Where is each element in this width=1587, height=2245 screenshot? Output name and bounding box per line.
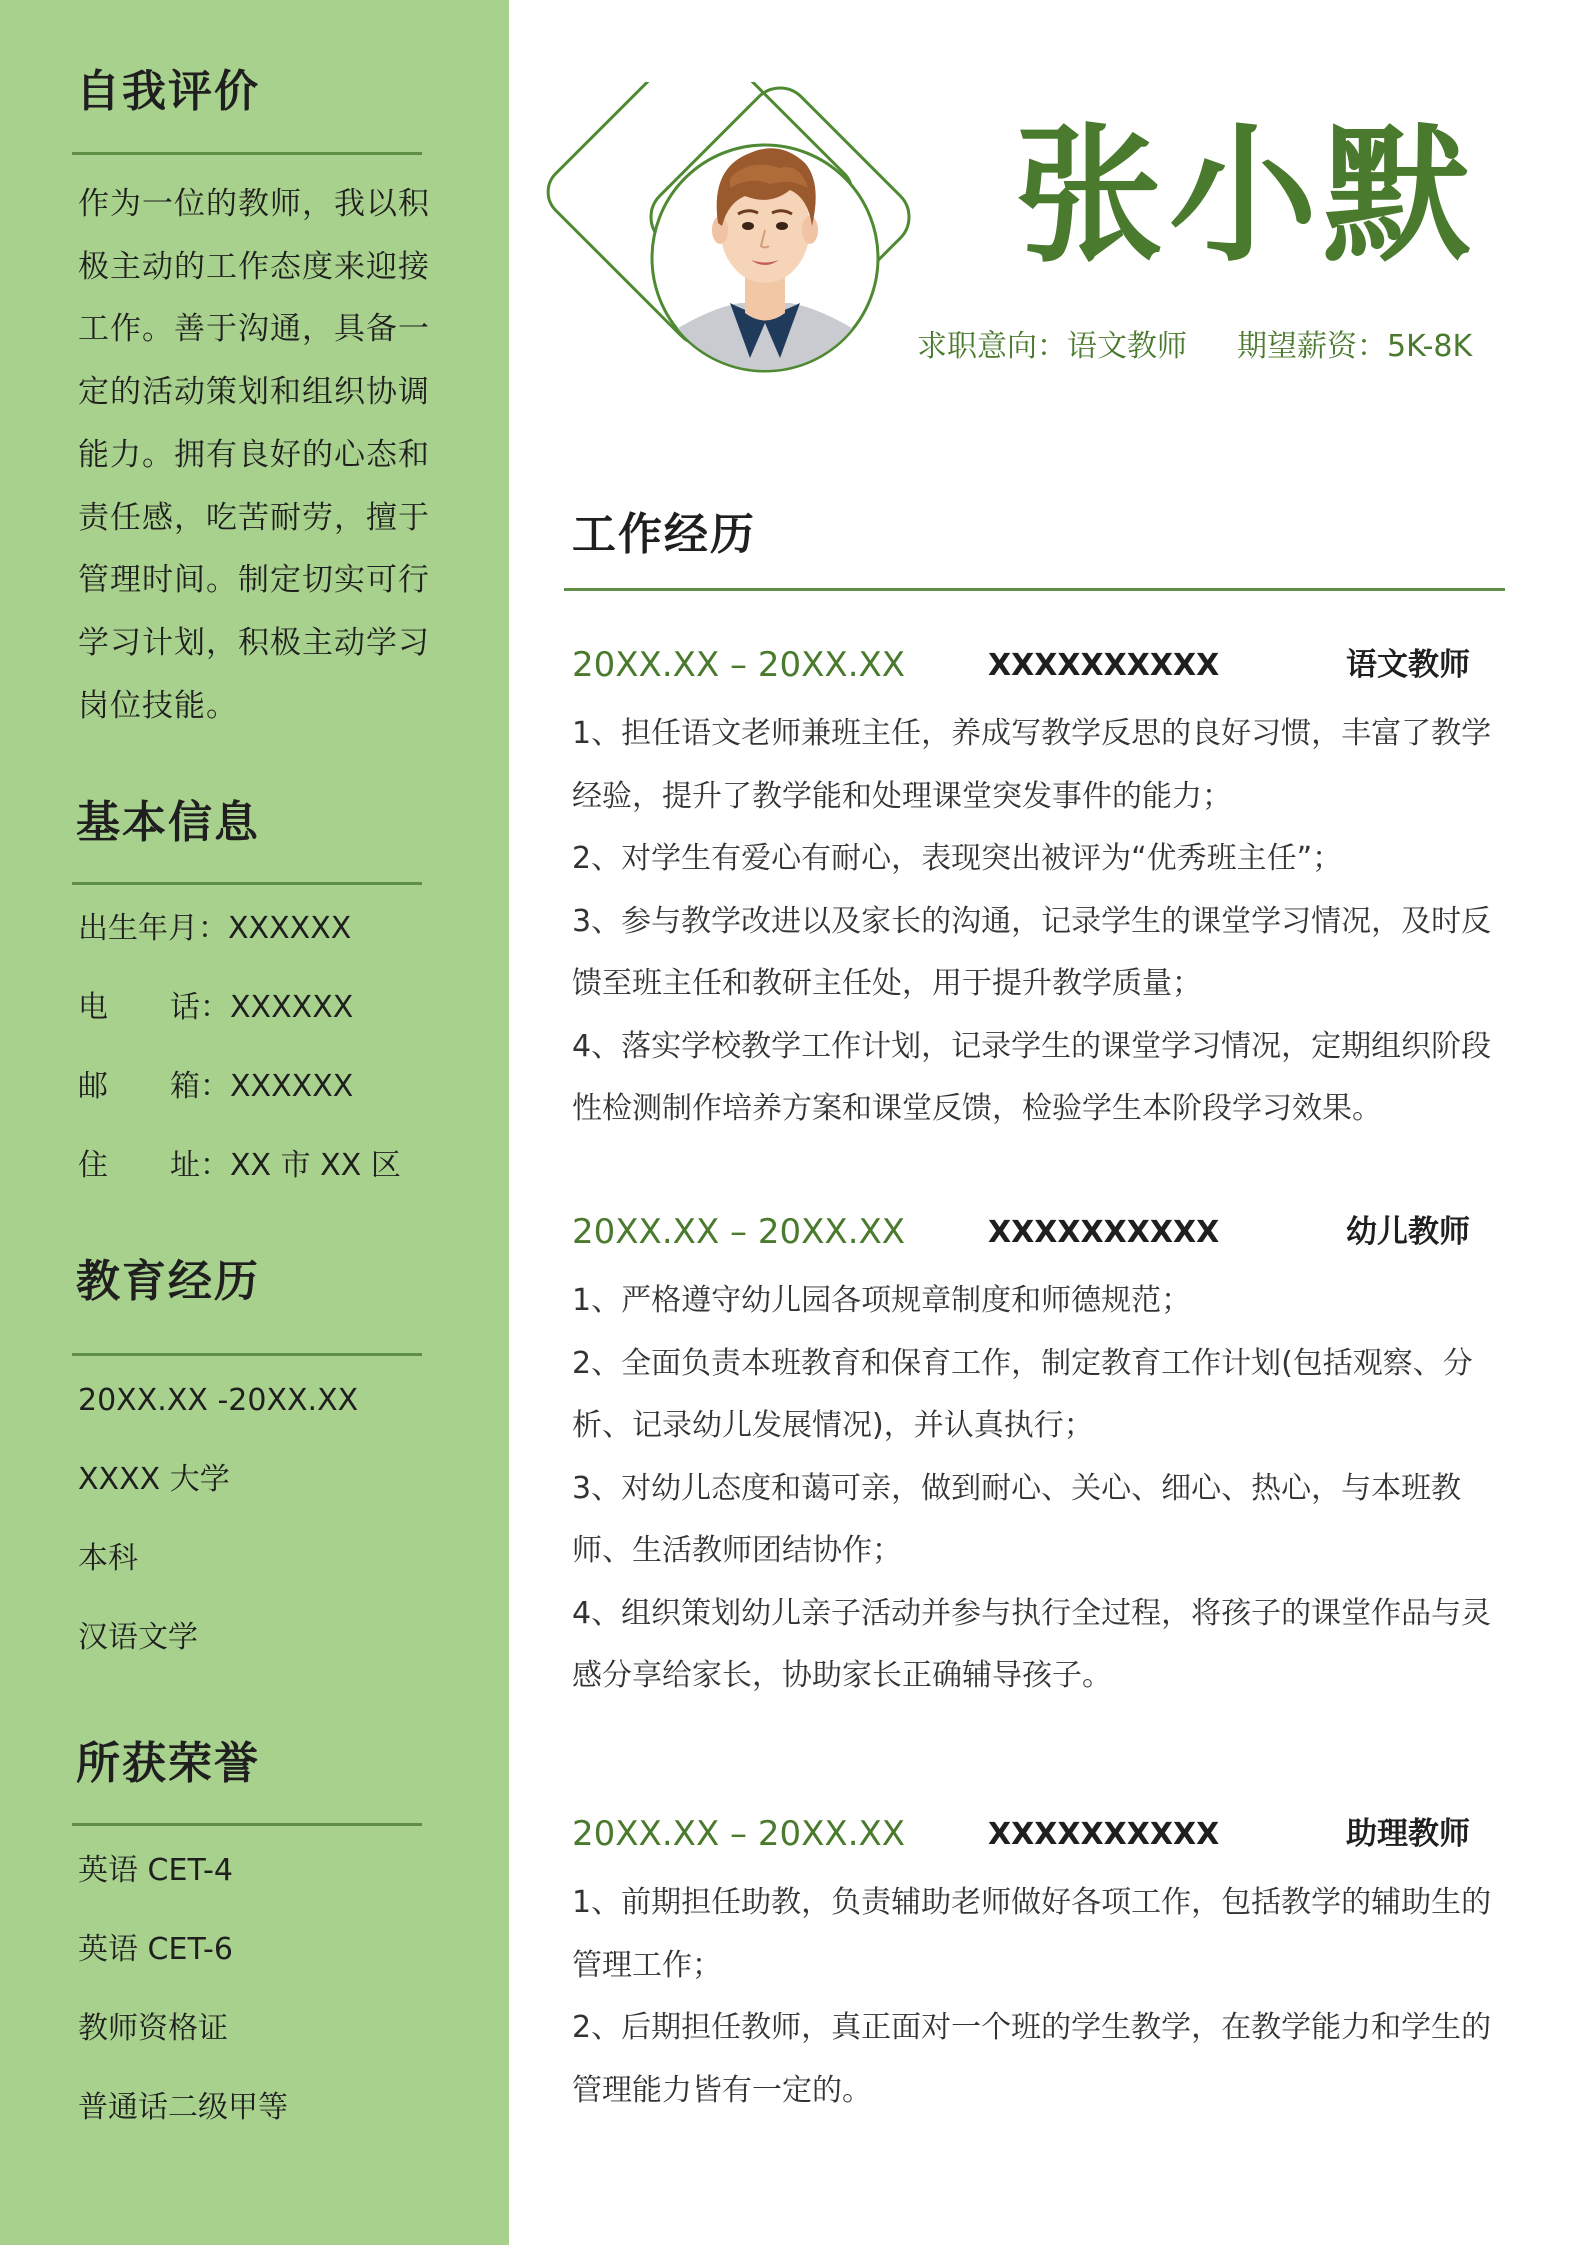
phone-colon: ： (200, 990, 230, 1025)
honor-item: 教师资格证 (78, 2011, 228, 2046)
phone-label (78, 990, 200, 1025)
job-role: 助理教师 (1346, 1816, 1470, 1852)
email-label-char-1: 邮 (78, 1069, 108, 1104)
duty-item: 3、参与教学改进以及家长的沟通，记录学生的课堂学习情况，及时反馈至班主任和教研主任处，用于提升教学质量； (572, 903, 1492, 1001)
work-experience-divider (564, 588, 1505, 591)
birth-colon: ： (198, 911, 228, 946)
education-item: 本科 (78, 1541, 138, 1576)
duty-item: 4、落实学校教学工作计划，记录学生的课堂学习情况，定期组织阶段性检测制作培养方案和课堂反馈，检验学生本阶段学习效果。 (572, 1028, 1492, 1126)
address-colon: ： (200, 1148, 230, 1183)
address-label-char-2: 址 (170, 1148, 200, 1183)
email-value: XXXXXX (230, 1069, 354, 1104)
expected-salary: 期望薪资：5K-8K (1237, 329, 1473, 364)
education-title: 教育经历 (76, 1256, 260, 1307)
address-row (78, 1148, 401, 1183)
phone-row (78, 990, 354, 1025)
duty-item: 1、担任语文老师兼班主任，养成写教学反思的良好习惯，丰富了教学经验，提升了教学能和处理课堂突发事件的能力； (572, 716, 1492, 814)
job-intent: 求职意向：语文教师 (917, 329, 1187, 364)
job-date-range: 20XX.XX – 20XX.XX (572, 645, 906, 685)
honors-title: 所获荣誉 (76, 1738, 260, 1789)
birth-value: XXXXXX (228, 911, 352, 946)
job-entry (572, 1814, 1492, 2122)
avatar-illustration (650, 118, 880, 393)
job-company: XXXXXXXXXX (988, 648, 1220, 683)
honor-item: 英语 CET-6 (78, 1932, 233, 1967)
email-row (78, 1069, 354, 1104)
basic-info-divider (72, 882, 422, 885)
job-date-range: 20XX.XX – 20XX.XX (572, 1212, 906, 1252)
phone-label-char-2: 话 (170, 990, 200, 1025)
birth-label: 出生年月 (78, 911, 198, 946)
phone-label-char-1: 电 (78, 990, 108, 1025)
duty-item: 2、全面负责本班教育和保育工作，制定教育工作计划(包括观察、分析、记录幼儿发展情况)，并认真执行； (572, 1345, 1473, 1443)
honors-divider (72, 1823, 422, 1826)
education-divider (72, 1353, 422, 1356)
address-label (78, 1148, 200, 1183)
email-label (78, 1069, 200, 1104)
self-eval-title: 自我评价 (76, 66, 260, 117)
candidate-name: 张小默 (1015, 110, 1477, 282)
job-company: XXXXXXXXXX (988, 1215, 1220, 1250)
honor-item: 普通话二级甲等 (78, 2090, 288, 2125)
job-header (572, 1212, 1492, 1255)
job-entry (572, 645, 1492, 1141)
birth-row (78, 911, 352, 946)
email-label-char-2: 箱 (170, 1069, 200, 1104)
duty-item: 4、组织策划幼儿亲子活动并参与执行全过程，将孩子的课堂作品与灵感分享给家长，协助家长正确辅导孩子。 (572, 1595, 1492, 1693)
sidebar (0, 0, 509, 2245)
self-eval-text: 作为一位的教师，我以积极主动的工作态度来迎接工作。善于沟通，具备一定的活动策划和组织协调能力。拥有良好的心态和责任感，吃苦耐劳，擅于管理时间。制定切实可行学习计划，积极主动学习岗位技能。 (78, 186, 430, 724)
job-header (572, 1814, 1492, 1857)
job-duties (572, 703, 1492, 1141)
job-duties (572, 1270, 1492, 1708)
work-experience-title: 工作经历 (572, 509, 756, 560)
phone-value: XXXXXX (230, 990, 354, 1025)
self-eval-divider (72, 152, 422, 155)
education-item: XXXX 大学 (78, 1462, 230, 1497)
education-item: 20XX.XX -20XX.XX (78, 1383, 359, 1418)
job-role: 幼儿教师 (1346, 1214, 1470, 1250)
job-role: 语文教师 (1346, 647, 1470, 683)
duty-item: 1、严格遵守幼儿园各项规章制度和师德规范； (572, 1283, 1192, 1318)
email-colon: ： (200, 1069, 230, 1104)
job-header (572, 645, 1492, 688)
duty-item: 2、后期担任教师，真正面对一个班的学生教学，在教学能力和学生的管理能力皆有一定的。 (572, 2010, 1492, 2108)
duty-item: 3、对幼儿态度和蔼可亲，做到耐心、关心、细心、热心，与本班教师、生活教师团结协作； (572, 1470, 1462, 1568)
duty-item: 1、前期担任助教，负责辅助老师做好各项工作，包括教学的辅助生的管理工作； (572, 1885, 1492, 1983)
duty-item: 2、对学生有爱心有耐心，表现突出被评为“优秀班主任”； (572, 841, 1343, 876)
basic-info-title: 基本信息 (76, 797, 260, 848)
job-meta (917, 329, 1473, 364)
education-item: 汉语文学 (78, 1620, 198, 1655)
job-duties (572, 1872, 1492, 2122)
job-date-range: 20XX.XX – 20XX.XX (572, 1814, 906, 1854)
address-value: XX 市 XX 区 (230, 1148, 401, 1183)
address-label-char-1: 住 (78, 1148, 108, 1183)
honor-item: 英语 CET-4 (78, 1853, 233, 1888)
job-entry (572, 1212, 1492, 1708)
job-company: XXXXXXXXXX (988, 1817, 1220, 1852)
